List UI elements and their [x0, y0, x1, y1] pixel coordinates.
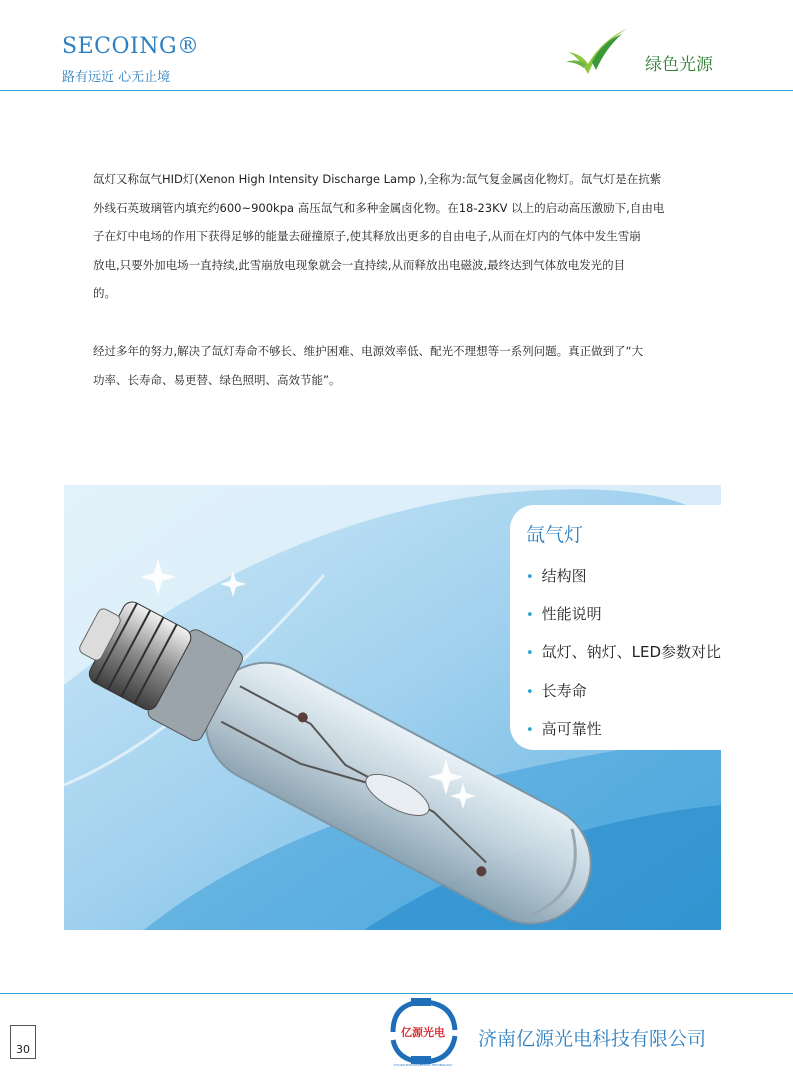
menu-item-label: 长寿命 [541, 682, 587, 700]
green-leaf-check-icon [562, 22, 632, 82]
paragraph-line: 放电,只要外加电场一直持续,此雪崩放电现象就会一直持续,从而释放出电磁波,最终达到气体放电发光的目 [93, 257, 626, 272]
paragraph-line: 氙灯又称氙气HID灯(Xenon High Intensity Discharge Lamp ),全称为:氙气复金属卤化物灯。氙气灯是在抗紫 [93, 172, 662, 186]
paragraph-line: 子在灯中电场的作用下获得足够的能量去碰撞原子,使其释放出更多的自由电子,从而在灯内的气体中发生雪崩 [93, 229, 641, 243]
menu-item-performance[interactable] [526, 603, 602, 624]
menu-item-label: 氙灯、钠灯、LED参数对比 [541, 643, 722, 661]
bullet-icon: • [526, 646, 534, 661]
bullet-icon: • [526, 608, 534, 623]
menu-item-long-life[interactable] [526, 680, 587, 701]
menu-item-label: 高可靠性 [541, 720, 602, 738]
bullet-icon: • [526, 685, 534, 700]
paragraph-line: 的。 [93, 286, 116, 300]
menu-item-label: 结构图 [541, 567, 587, 585]
intro-paragraph [93, 165, 698, 308]
brand-slogan: 路有远近 心无止境 [62, 70, 171, 85]
header-divider [0, 90, 793, 91]
paragraph-line: 功率、长寿命、易更替、绿色照明、高效节能”。 [93, 372, 341, 387]
menu-title: 氙气灯 [526, 524, 584, 546]
menu-item-reliability[interactable] [526, 718, 602, 739]
company-logo-subtext: YIYUAN PHOTOELECTRIC TECHNOLOGY [393, 1063, 453, 1067]
menu-item-comparison[interactable] [526, 641, 721, 662]
company-name: 济南亿源光电科技有限公司 [478, 1028, 707, 1050]
bullet-icon: • [526, 723, 534, 738]
brand-name: SECOING® [62, 34, 200, 59]
company-logo-text: 亿源光电 [401, 1026, 445, 1039]
menu-item-structure[interactable] [526, 565, 587, 586]
paragraph-line: 经过多年的努力,解决了氙灯寿命不够长、维护困难、电源效率低、配光不理想等一系列问题。真正做到了“大 [93, 344, 644, 358]
menu-item-label: 性能说明 [541, 605, 602, 623]
bullet-icon: • [526, 570, 534, 585]
paragraph-line: 外线石英玻璃管内填充约600~900kpa 高压氙气和多种金属卤化物。在18-23KV 以上的启动高压激励下,自由电 [93, 200, 665, 215]
achievement-paragraph [93, 337, 698, 394]
green-light-source-label: 绿色光源 [645, 55, 713, 75]
page-number: 30 [10, 1025, 36, 1059]
footer-divider [0, 993, 793, 994]
company-logo [385, 996, 460, 1068]
